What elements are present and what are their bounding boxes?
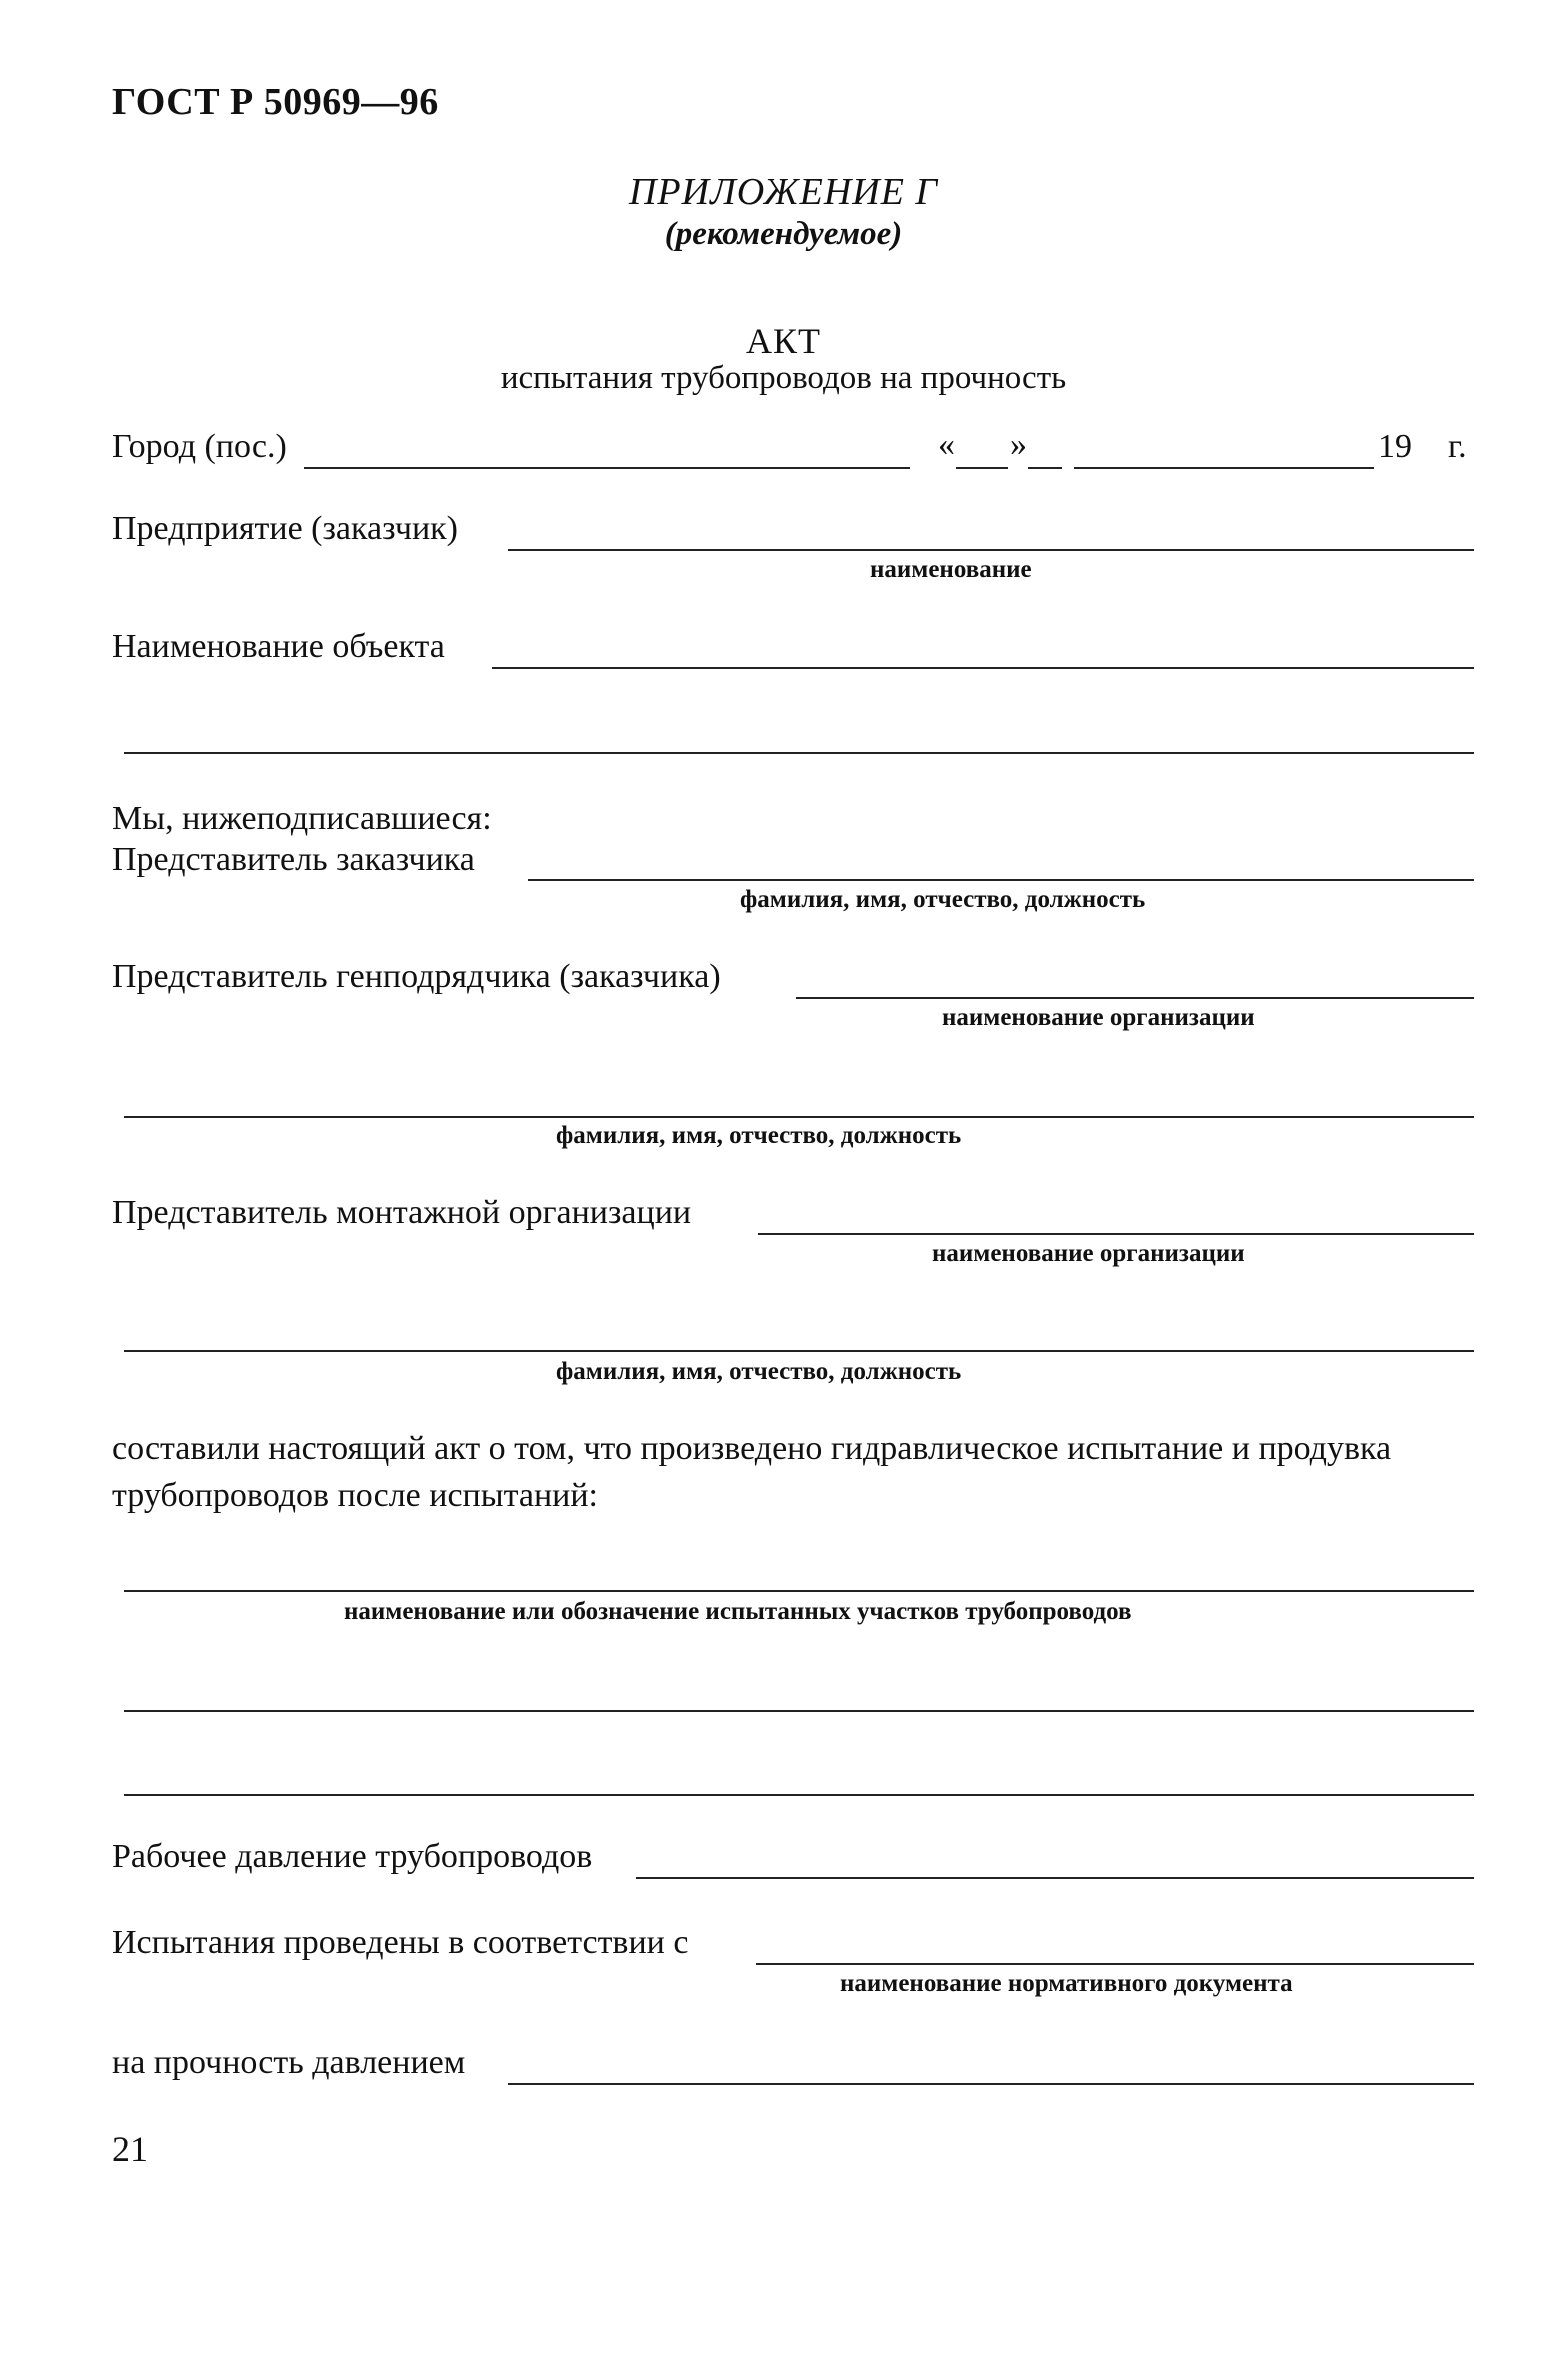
year-prefix: 19 [1378, 428, 1412, 465]
act-subtitle: испытания трубопроводов на прочность [500, 360, 1067, 396]
installer-person-line[interactable] [124, 1350, 1474, 1352]
year-suffix: г. [1448, 428, 1467, 465]
enterprise-caption: наименование [870, 556, 1032, 583]
customer-rep-field-line[interactable] [528, 879, 1474, 881]
month-field-line[interactable] [1074, 467, 1374, 469]
undersigned-label: Мы, нижеподписавшиеся: [112, 800, 492, 837]
sections-caption: наименование или обозначение испытанных участков трубопроводов [344, 1598, 1132, 1625]
page-number: 21 [112, 2129, 148, 2169]
appendix-subtitle: (рекомендуемое) [664, 216, 903, 252]
strength-pressure-field-line[interactable] [508, 2083, 1474, 2085]
month-field-line-short[interactable] [1028, 467, 1062, 469]
enterprise-field-line[interactable] [508, 549, 1474, 551]
city-field-line[interactable] [304, 467, 910, 469]
customer-rep-label: Представитель заказчика [112, 841, 475, 878]
tests-per-label: Испытания проведены в соответствии с [112, 1924, 689, 1961]
installer-person-caption: фамилия, имя, отчество, должность [556, 1358, 962, 1385]
installer-field-line[interactable] [758, 1233, 1474, 1235]
strength-pressure-label: на прочность давлением [112, 2044, 466, 2081]
installer-caption: наименование организации [932, 1240, 1245, 1267]
general-contractor-label: Представитель генподрядчика (заказчика) [112, 958, 721, 995]
appendix-title: ПРИЛОЖЕНИЕ Г [628, 171, 939, 213]
tests-per-caption: наименование нормативного документа [840, 1970, 1293, 1997]
general-contractor-field-line[interactable] [796, 997, 1474, 999]
working-pressure-field-line[interactable] [636, 1877, 1474, 1879]
date-quote-open: « [938, 426, 955, 463]
general-contractor-person-line[interactable] [124, 1116, 1474, 1118]
general-contractor-caption: наименование организации [942, 1004, 1255, 1031]
standard-number: ГОСТ Р 50969—96 [112, 81, 439, 123]
sections-field-line[interactable] [124, 1590, 1474, 1592]
city-label: Город (пос.) [112, 428, 287, 465]
tests-per-field-line[interactable] [756, 1963, 1474, 1965]
object-field-line[interactable] [492, 667, 1474, 669]
statement-paragraph: составили настоящий акт о том, что произведено гидравлическое испытание и продувка трубопроводов после испытаний: [112, 1430, 1392, 1514]
sections-field-line-3[interactable] [124, 1794, 1474, 1796]
customer-rep-caption: фамилия, имя, отчество, должность [740, 886, 1146, 913]
object-label: Наименование объекта [112, 628, 445, 665]
installer-label: Представитель монтажной организации [112, 1194, 692, 1231]
object-field-line-2[interactable] [124, 752, 1474, 754]
sections-field-line-2[interactable] [124, 1710, 1474, 1712]
date-quote-close: » [1010, 426, 1027, 463]
working-pressure-label: Рабочее давление трубопроводов [112, 1838, 593, 1875]
act-title: АКТ [746, 321, 821, 361]
day-field-line[interactable] [956, 467, 1008, 469]
enterprise-label: Предприятие (заказчик) [112, 510, 458, 547]
general-contractor-person-caption: фамилия, имя, отчество, должность [556, 1122, 962, 1149]
